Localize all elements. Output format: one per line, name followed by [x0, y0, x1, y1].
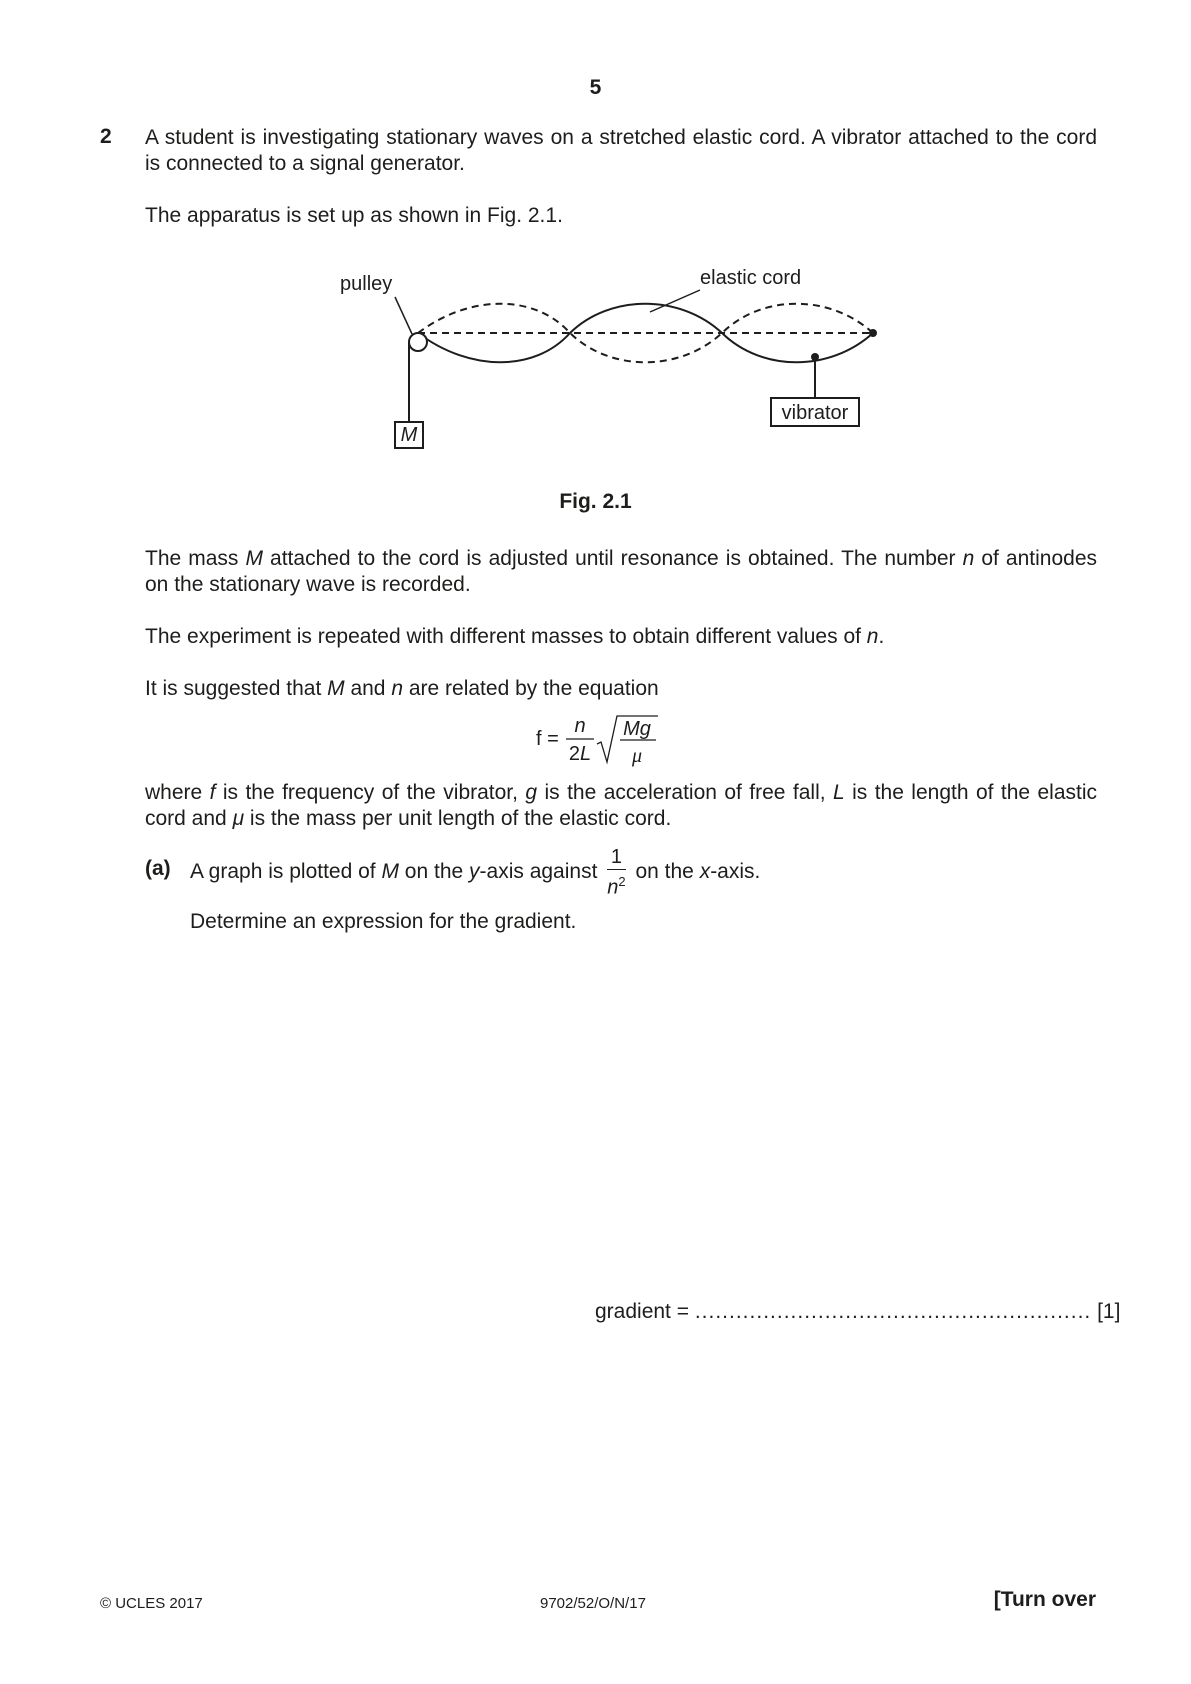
mass-label: M — [400, 424, 418, 446]
part-a-statement: A graph is plotted of M on the y-axis against $\frac{1}{n^2}$ on the x-axis. — [190, 846, 761, 899]
apparatus-diagram — [0, 250, 1191, 460]
equation-frac-den: 2L — [568, 743, 592, 765]
equation-root-num: Mg — [623, 718, 651, 740]
vibrator-label: vibrator — [781, 402, 849, 424]
gradient-answer-line[interactable] — [595, 1300, 1120, 1324]
pulley-leader-line — [395, 297, 412, 334]
wave-equation — [530, 708, 680, 768]
part-a-label: (a) — [145, 857, 171, 880]
part-a-instruction: Determine an expression for the gradient. — [190, 910, 577, 933]
one-over-n-squared-fraction: $\frac{1}{n^2}$ — [607, 846, 626, 899]
equation-root-den: μ — [631, 745, 643, 767]
elastic-cord-leader-line — [650, 290, 700, 312]
footer-paper-code: 9702/52/O/N/17 — [540, 1595, 646, 1612]
question-intro: A student is investigating stationary waves on a stretched elastic cord. A vibrator attached to the cord is connected to a signal generator. — [145, 126, 1097, 175]
page-number: 5 — [589, 76, 602, 99]
suggest-paragraph: It is suggested that M and n are related by the equation — [145, 677, 659, 700]
repeat-paragraph: The experiment is repeated with different masses to obtain different values of n. — [145, 625, 885, 648]
pulley-label: pulley — [340, 273, 393, 295]
apparatus-text: The apparatus is set up as shown in Fig. 2.1. — [145, 204, 563, 227]
marks-label: [1] — [1097, 1300, 1121, 1323]
equation-frac-num: n — [574, 715, 586, 737]
mass-adjust-paragraph: The mass M attached to the cord is adjusted until resonance is obtained. The number n of antinodes on the stationary wave is recorded. — [145, 547, 1098, 596]
answer-dots[interactable]: .......................................................... — [694, 1300, 1092, 1323]
equation-lhs: f = — [536, 728, 559, 750]
where-paragraph: where f is the frequency of the vibrator, g is the acceleration of free fall, L is the length of the elastic cord and μ is the mass per unit length of the elastic cord. — [145, 781, 1098, 830]
pulley-icon — [409, 333, 427, 351]
gradient-answer-label: gradient = — [595, 1300, 689, 1323]
elastic-cord-label: elastic cord — [700, 267, 802, 289]
footer-copyright: © UCLES 2017 — [100, 1595, 203, 1612]
question-number: 2 — [100, 125, 112, 148]
fixed-end-point — [869, 329, 877, 337]
figure-caption: Fig. 2.1 — [559, 490, 632, 513]
turn-over-label: [Turn over — [993, 1588, 1096, 1611]
